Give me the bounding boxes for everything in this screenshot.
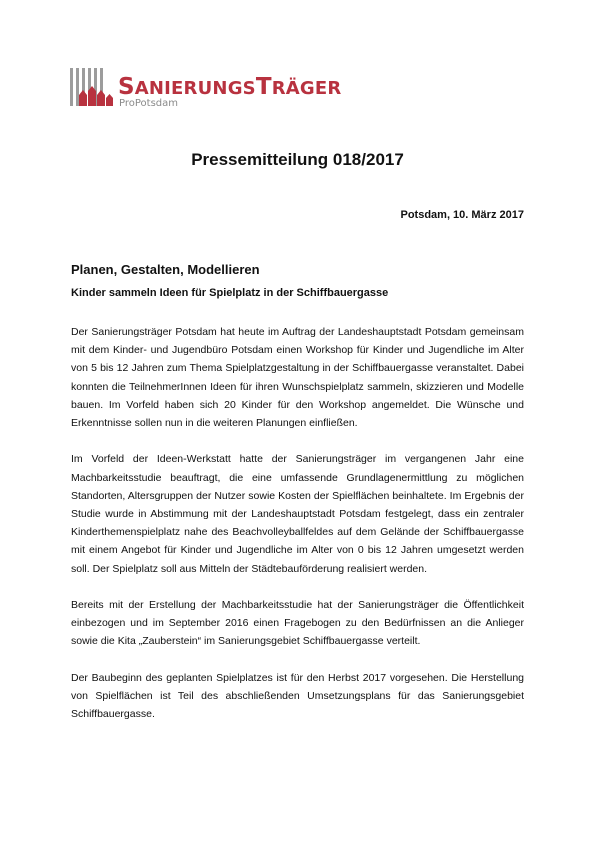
document-subheading: Kinder sammeln Ideen für Spielplatz in der Schiffbauergasse bbox=[71, 287, 389, 299]
body-text bbox=[71, 323, 524, 742]
paragraph: Im Vorfeld der Ideen-Werkstatt hatte der Sanierungsträger im vergangenen Jahr eine Machbarkeitsstudie beauftragt, die eine umfassende Grundlagenermittlung zu möglichen Standorten, Altersgruppen der Nutzer sowie Kosten der Spielflächen beinhaltete. Im Ergebnis der Studie wurde in Abstimmung mit der Landeshauptstadt Potsdam festgelegt, dass ein zentraler Kinderthemenspielplatz nahe des Beachvolleyballfeldes auf dem Gelände der Schiffbauergasse mit einem Angebot für Kinder und Jugendliche im Alter von 0 bis 12 Jahren umgesetzt werden soll. Der Spielplatz soll aus Mitteln der Städtebauförderung realisiert werden. bbox=[71, 453, 524, 575]
paragraph: Bereits mit der Erstellung der Machbarkeitsstudie hat der Sanierungsträger die Öffentlichkeit einbezogen und im September 2016 einen Fragebogen zu den Bedürfnissen an die Anlieger sowie die Kita „Zauberstein“ im Sanierungsgebiet Schiffbauergasse verteilt. bbox=[71, 599, 524, 648]
logo-subtitle: ProPotsdam bbox=[119, 98, 179, 109]
document-heading: Planen, Gestalten, Modellieren bbox=[71, 262, 260, 277]
paragraph: Der Baubeginn des geplanten Spielplatzes ist für den Herbst 2017 vorgesehen. Die Herstellung von Spielflächen ist Teil des abschließenden Umsetzungsplans für das Sanierungsgebiet Schiffbauergasse. bbox=[71, 671, 524, 721]
document-title: Pressemitteilung 018/2017 bbox=[191, 150, 404, 169]
paragraph: Der Sanierungsträger Potsdam hat heute im Auftrag der Landeshauptstadt Potsdam gemeinsam mit dem Kinder- und Jugendbüro Potsdam einen Workshop für Kinder und Jugendliche im Alter von 5 bis 12 Jahren zum Thema Spielplatzgestaltung in der Schiffbauergasse veranstaltet. Dabei konnten die TeilnehmerInnen Ideen für ihren Wunschspielplatz sammeln, skizzieren und Modelle bauen. Im Vorfeld haben sich 20 Kinder für den Workshop angemeldet. Die Wünsche und Erkenntnisse sollen nun in die weiteren Planungen einfließen. bbox=[71, 326, 524, 430]
document-date: Potsdam, 10. März 2017 bbox=[400, 209, 524, 221]
logo bbox=[70, 68, 340, 108]
logo-wordmark: SANIERUNGSTRÄGER bbox=[118, 74, 342, 100]
logo-bars-icon bbox=[70, 68, 116, 108]
